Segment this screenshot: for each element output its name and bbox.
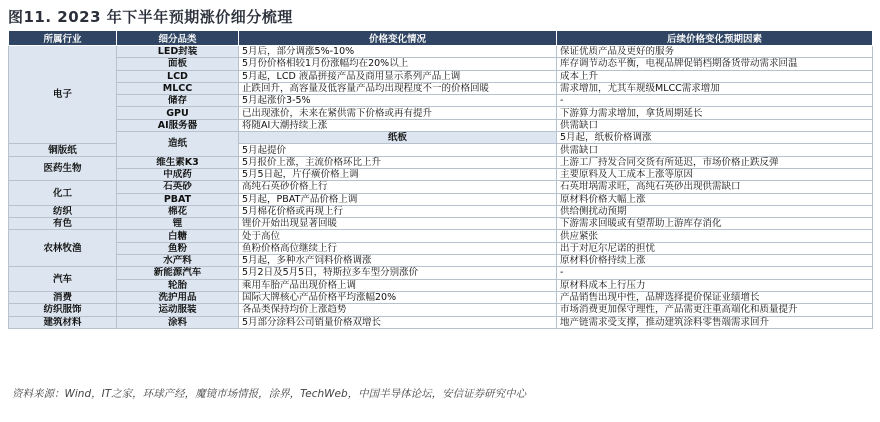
table-row [9, 58, 873, 70]
outlook-cell: 下游算力需求增加，拿货周期延长 [557, 107, 873, 119]
outlook-cell: 供给侧扰动预期 [557, 205, 873, 217]
table-body [9, 46, 873, 329]
table-row [9, 70, 873, 82]
product-cell: 维生素K3 [117, 156, 239, 168]
price-change-cell: 锂价开始出现显著回暖 [239, 218, 557, 230]
industry-cell: 医药生物 [9, 156, 117, 181]
table-row [9, 255, 873, 267]
price-table [8, 30, 873, 329]
table-row [9, 242, 873, 254]
outlook-cell: 原材料成本上行压力 [557, 279, 873, 291]
price-change-cell: 5月后，部分调涨5%-10% [239, 46, 557, 58]
price-change-cell: 止跌回升，高容量及低容量产品均出现程度不一的价格回暖 [239, 82, 557, 94]
outlook-cell: - [557, 95, 873, 107]
product-cell: 运动服装 [117, 304, 239, 316]
price-change-cell: 5月报价上涨，主流价格环比上升 [239, 156, 557, 168]
table-row [9, 181, 873, 193]
header-industry: 所属行业 [9, 31, 117, 46]
product-cell: LED封装 [117, 46, 239, 58]
outlook-cell: 石英坩埚需求旺，高纯石英砂出现供需缺口 [557, 181, 873, 193]
industry-cell: 建筑材料 [9, 316, 117, 328]
product-cell: LCD [117, 70, 239, 82]
industry-cell: 纺织服饰 [9, 304, 117, 316]
outlook-cell: 下游需求回暖或有望帮助上游库存消化 [557, 218, 873, 230]
industry-cell: 农林牧渔 [9, 230, 117, 267]
price-change-cell: 5月起，PBAT产品价格上调 [239, 193, 557, 205]
product-cell: 储存 [117, 95, 239, 107]
table-row [9, 205, 873, 217]
product-cell: 锂 [117, 218, 239, 230]
price-change-cell: 处于高位 [239, 230, 557, 242]
table-row [9, 82, 873, 94]
table-row [9, 218, 873, 230]
price-change-cell: 乘用车胎产品出现价格上调 [239, 279, 557, 291]
price-change-cell: 5月起，多种水产饲料价格调涨 [239, 255, 557, 267]
product-cell: 轮胎 [117, 279, 239, 291]
price-change-cell: 各品类保持均价上涨趋势 [239, 304, 557, 316]
outlook-cell: 成本上升 [557, 70, 873, 82]
table-row [9, 46, 873, 58]
table-row [9, 168, 873, 180]
product-cell: GPU [117, 107, 239, 119]
product-cell: 洗护用品 [117, 291, 239, 303]
price-change-cell: 将随AI大潮持续上涨 [239, 119, 557, 131]
price-change-cell: 5月2日及5月5日，特斯拉多车型分别涨价 [239, 267, 557, 279]
table-row [9, 279, 873, 291]
product-cell: 铜版纸 [9, 144, 117, 156]
price-change-cell: 5月起，LCD 液晶拼接产品及商用显示系列产品上调 [239, 70, 557, 82]
industry-cell: 汽车 [9, 267, 117, 292]
product-cell: 石英砂 [117, 181, 239, 193]
outlook-cell: 供需缺口 [557, 119, 873, 131]
price-change-cell: 5月棉花价格或再现上行 [239, 205, 557, 217]
product-cell: MLCC [117, 82, 239, 94]
table-row [9, 304, 873, 316]
table-row [9, 119, 873, 131]
price-change-cell: 5月起涨价3-5% [239, 95, 557, 107]
outlook-cell: 原材料价格大幅上涨 [557, 193, 873, 205]
outlook-cell: 供应紧张 [557, 230, 873, 242]
product-cell: 棉花 [117, 205, 239, 217]
industry-cell: 消费 [9, 291, 117, 303]
industry-cell: 化工 [9, 181, 117, 206]
outlook-cell: 出于对厄尔尼诺的担忧 [557, 242, 873, 254]
price-change-cell: 5月起，纸板价格调涨 [557, 132, 873, 144]
table-row [9, 291, 873, 303]
table-row [9, 132, 873, 144]
table-header-row [9, 31, 873, 46]
table-row [9, 267, 873, 279]
figure-title: 图11. 2023 年下半年预期涨价细分梳理 [8, 8, 293, 26]
table-row [9, 316, 873, 328]
price-change-cell: 5月起提价 [239, 144, 557, 156]
product-cell: 中成药 [117, 168, 239, 180]
outlook-cell: - [557, 267, 873, 279]
table-row [9, 95, 873, 107]
table-row [9, 193, 873, 205]
industry-cell: 有色 [9, 218, 117, 230]
price-change-cell: 鱼粉价格高位继续上行 [239, 242, 557, 254]
table-row [9, 230, 873, 242]
price-change-cell: 5月5日起，片仔癀价格上调 [239, 168, 557, 180]
header-price-change: 价格变化情况 [239, 31, 557, 46]
header-outlook: 后续价格变化预期因素 [557, 31, 873, 46]
outlook-cell: 供需缺口 [557, 144, 873, 156]
product-cell: 鱼粉 [117, 242, 239, 254]
header-product: 细分品类 [117, 31, 239, 46]
source-note: 资料来源：Wind，IT之家，环球产经，魔镜市场情报，涂界，TechWeb，中国半导体论坛，安信证券研究中心 [12, 388, 527, 400]
product-cell: 纸板 [239, 132, 557, 144]
industry-cell: 纺织 [9, 205, 117, 217]
outlook-cell: 产品销售出现中性，品牌选择提价保证业绩增长 [557, 291, 873, 303]
table-row [9, 156, 873, 168]
outlook-cell: 市场消费更加保守理性，产品需更注重高端化和质量提升 [557, 304, 873, 316]
outlook-cell: 上游工厂持发合同交货有所延迟，市场价格止跌反弹 [557, 156, 873, 168]
outlook-cell: 主要原料及人工成本上涨等原因 [557, 168, 873, 180]
product-cell: 水产料 [117, 255, 239, 267]
price-change-cell: 已出现涨价，未来在紧供需下价格或再有提升 [239, 107, 557, 119]
price-change-cell: 5月份价格相较1月份涨幅均在20%以上 [239, 58, 557, 70]
outlook-cell: 需求增加，尤其车规级MLCC需求增加 [557, 82, 873, 94]
price-change-cell: 高纯石英砂价格上行 [239, 181, 557, 193]
product-cell: PBAT [117, 193, 239, 205]
product-cell: 新能源汽车 [117, 267, 239, 279]
price-change-cell: 5月部分涂料公司销量价格双增长 [239, 316, 557, 328]
outlook-cell: 保证优质产品及更好的服务 [557, 46, 873, 58]
product-cell: 白糖 [117, 230, 239, 242]
product-cell: 涂料 [117, 316, 239, 328]
table-row [9, 107, 873, 119]
product-cell: 面板 [117, 58, 239, 70]
outlook-cell: 地产链需求受支撑，推动建筑涂料零售端需求回升 [557, 316, 873, 328]
product-cell: AI服务器 [117, 119, 239, 131]
industry-cell: 造纸 [117, 132, 239, 157]
outlook-cell: 原材料价格持续上涨 [557, 255, 873, 267]
industry-cell: 电子 [9, 46, 117, 144]
outlook-cell: 库存调节动态平衡，电视品牌促销档期备货带动需求回温 [557, 58, 873, 70]
price-change-cell: 国际大牌核心产品价格平均涨幅20% [239, 291, 557, 303]
